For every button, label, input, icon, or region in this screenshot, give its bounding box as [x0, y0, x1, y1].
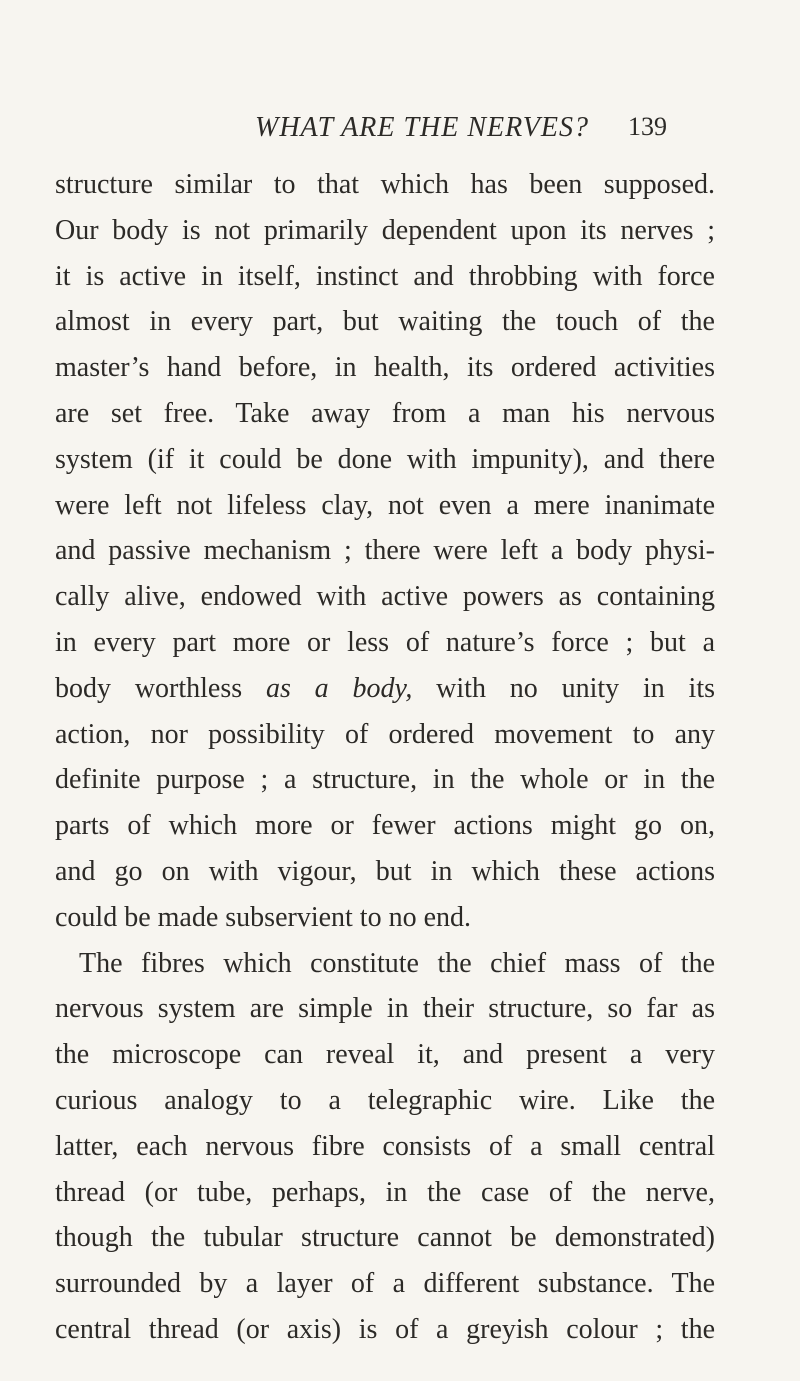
running-head-title: WHAT ARE THE NERVES?: [255, 112, 589, 143]
text-line: the microscope can reveal it, and present a very: [55, 1039, 715, 1071]
text-line: thread (or tube, perhaps, in the case of the nerve,: [55, 1176, 715, 1208]
text-line: are set free. Take away from a man his nervous: [55, 397, 715, 429]
body-text: [55, 162, 715, 1353]
text-line: Our body is not primarily dependent upon its nerves ;: [55, 214, 715, 246]
text-line: system (if it could be done with impunity), and there: [55, 443, 715, 475]
page-number: 139: [628, 112, 667, 141]
paragraph-start-line: The fibres which constitute the chief mass of the: [79, 947, 715, 979]
text-line: parts of which more or fewer actions might go on,: [55, 810, 715, 842]
text-segment: body worthless: [55, 672, 266, 704]
text-line: latter, each nervous fibre consists of a small central: [55, 1130, 715, 1162]
text-line: nervous system are simple in their structure, so far as: [55, 993, 715, 1025]
text-line: and go on with vigour, but in which these actions: [55, 855, 715, 887]
text-line: in every part more or less of nature’s force ; but a: [55, 626, 715, 658]
text-line-with-emphasis: [55, 666, 715, 712]
text-line: cally alive, endowed with active powers as containing: [55, 581, 715, 613]
text-line: almost in every part, but waiting the touch of the: [55, 306, 715, 338]
text-line: master’s hand before, in health, its ordered activities: [55, 352, 715, 384]
paragraph-end-line: could be made subservient to no end.: [55, 901, 472, 933]
text-line: curious analogy to a telegraphic wire. Like the: [55, 1084, 715, 1116]
running-head: [0, 112, 800, 152]
text-line: central thread (or axis) is of a greyish colour ; the: [55, 1313, 715, 1345]
text-line: definite purpose ; a structure, in the whole or in the: [55, 764, 715, 796]
text-segment: with no unity in its: [412, 672, 715, 704]
text-line: though the tubular structure cannot be demonstrated): [55, 1222, 715, 1254]
text-line: structure similar to that which has been supposed.: [55, 169, 715, 200]
text-line: and passive mechanism ; there were left a body physi-: [55, 535, 715, 567]
text-line: were left not lifeless clay, not even a mere inanimate: [55, 489, 715, 521]
emphasized-phrase: as a body,: [265, 672, 413, 704]
text-line: it is active in itself, instinct and throbbing with force: [55, 260, 715, 292]
text-line: action, nor possibility of ordered movement to any: [55, 718, 715, 750]
text-line: surrounded by a layer of a different substance. The: [55, 1268, 715, 1300]
